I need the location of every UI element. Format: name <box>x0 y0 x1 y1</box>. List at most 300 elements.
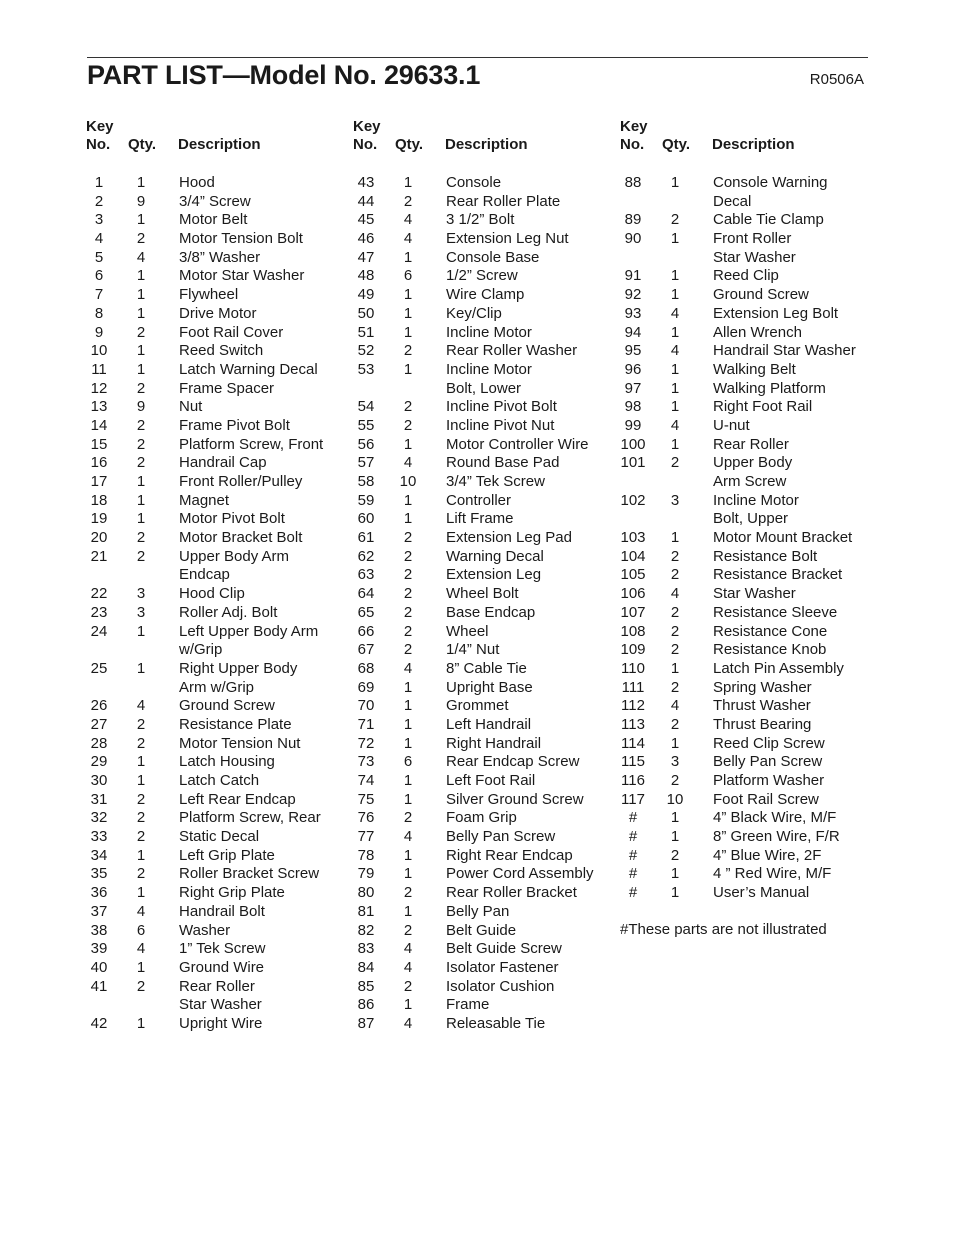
part-key-no: 94 <box>624 323 642 341</box>
part-key-no: 73 <box>357 753 375 771</box>
part-description: Bolt, Upper <box>713 510 789 528</box>
part-description: Warning Decal <box>446 547 544 565</box>
part-description: Static Decal <box>179 828 260 846</box>
part-qty: 2 <box>136 715 146 733</box>
part-description: Wheel Bolt <box>446 585 519 603</box>
part-description: Latch Pin Assembly <box>713 659 844 677</box>
part-description: 3 1/2” Bolt <box>446 211 515 229</box>
part-key-no: 7 <box>94 286 104 304</box>
part-description: Decal <box>713 192 752 210</box>
qty-header: Qty. <box>662 136 691 153</box>
part-qty: 2 <box>403 884 413 902</box>
part-key-no: 86 <box>357 996 375 1014</box>
part-description: Grommet <box>446 697 509 715</box>
part-key-no: # <box>628 809 638 827</box>
document-code: R0506A <box>809 71 864 88</box>
part-key-no: 93 <box>624 304 642 322</box>
part-description: 8” Cable Tie <box>446 659 527 677</box>
part-description: Endcap <box>179 566 230 584</box>
part-key-no: 30 <box>90 772 108 789</box>
part-key-no: 78 <box>357 846 375 864</box>
part-qty: 1 <box>136 360 146 378</box>
part-key-no: 20 <box>90 529 108 547</box>
part-qty: 1 <box>670 398 680 416</box>
part-qty: 1 <box>403 790 413 808</box>
part-description: Incline Motor <box>446 360 532 378</box>
part-description: Upright Wire <box>179 1014 263 1032</box>
part-description: Console <box>446 174 502 191</box>
part-row <box>620 828 840 847</box>
part-description: Belly Pan Screw <box>713 753 823 771</box>
part-row <box>620 193 827 212</box>
part-description: Console Warning <box>713 174 828 191</box>
part-key-no: 89 <box>624 211 642 229</box>
part-key-no: 52 <box>357 342 375 360</box>
part-description: Platform Washer <box>713 772 825 789</box>
part-description: Extension Leg Nut <box>446 230 569 248</box>
parts-rows <box>620 174 856 903</box>
part-row <box>620 286 827 305</box>
part-description: Resistance Knob <box>713 641 827 659</box>
part-key-no: 44 <box>357 192 375 210</box>
part-qty: 1 <box>670 267 680 285</box>
part-description: Star Washer <box>713 585 796 603</box>
part-qty: 1 <box>670 174 680 191</box>
part-description: Motor Pivot Bolt <box>179 510 285 528</box>
part-key-no: 102 <box>620 491 646 509</box>
part-row <box>620 641 827 660</box>
part-qty: 4 <box>136 248 146 266</box>
part-qty: 1 <box>670 230 680 248</box>
part-row <box>620 380 827 399</box>
part-qty: 1 <box>670 435 680 453</box>
part-qty: 4 <box>403 940 413 958</box>
part-description: 3/4” Tek Screw <box>446 473 545 490</box>
part-qty: 2 <box>136 323 146 341</box>
part-key-no: # <box>628 828 638 846</box>
part-row <box>620 211 827 230</box>
part-qty: 2 <box>403 566 413 584</box>
part-description: Reed Switch <box>179 342 264 360</box>
part-description: Resistance Sleeve <box>713 603 838 621</box>
part-description: Motor Controller Wire <box>446 435 589 453</box>
part-description: Handrail Bolt <box>179 902 265 920</box>
part-description: Left Grip Plate <box>179 846 275 864</box>
part-description: Foam Grip <box>446 809 517 827</box>
part-key-no: 53 <box>357 360 375 378</box>
part-qty: 1 <box>403 697 413 715</box>
part-description: Resistance Cone <box>713 622 828 640</box>
part-key-no: 9 <box>94 323 104 341</box>
part-qty: 2 <box>136 828 146 846</box>
part-qty: 2 <box>403 192 413 210</box>
part-qty: 4 <box>403 958 413 976</box>
part-key-no: 116 <box>621 772 645 789</box>
part-qty: 4 <box>403 454 413 472</box>
part-key-no: 61 <box>357 529 375 547</box>
part-qty: 2 <box>136 454 146 472</box>
part-description: Frame <box>446 996 490 1014</box>
part-description: Belt Guide Screw <box>446 940 562 958</box>
part-row <box>620 174 827 193</box>
part-qty: 4 <box>670 585 680 603</box>
part-qty: 6 <box>136 921 146 939</box>
part-description: Frame Spacer <box>179 379 275 397</box>
part-key-no: 42 <box>90 1014 108 1032</box>
part-row <box>620 492 827 511</box>
part-row <box>620 585 827 604</box>
part-key-no: 87 <box>357 1014 375 1032</box>
key-no-header: Key No. <box>620 118 648 153</box>
part-key-no: 22 <box>90 585 108 603</box>
part-key-no: 70 <box>357 697 375 715</box>
part-row <box>620 603 838 623</box>
part-row <box>620 361 827 380</box>
part-row <box>620 753 827 772</box>
part-description: Roller Bracket Screw <box>179 865 320 883</box>
part-description: U-nut <box>713 416 750 434</box>
part-qty: 4 <box>670 697 680 715</box>
part-key-no: 101 <box>620 454 646 472</box>
part-key-no: 16 <box>90 454 108 472</box>
part-qty: 1 <box>403 734 413 752</box>
part-key-no: 76 <box>357 809 375 827</box>
part-qty: 1 <box>136 772 146 789</box>
part-key-no: 6 <box>94 267 104 285</box>
part-key-no: 18 <box>90 491 108 509</box>
footnote: #These parts are not illustrated <box>620 920 827 938</box>
part-qty: 1 <box>136 211 146 229</box>
part-qty: 4 <box>136 697 146 715</box>
part-row <box>620 659 844 679</box>
part-description: Resistance Bolt <box>713 547 818 565</box>
part-key-no: 47 <box>357 248 375 266</box>
part-description: Right Foot Rail <box>713 398 813 416</box>
part-qty: 1 <box>403 286 413 304</box>
part-qty: 1 <box>403 323 413 341</box>
part-qty: 2 <box>403 603 413 621</box>
top-rule <box>87 57 868 58</box>
part-key-no: # <box>628 846 638 864</box>
part-qty: 2 <box>136 379 146 397</box>
part-qty: 1 <box>136 491 146 509</box>
part-description: Belly Pan <box>446 902 510 920</box>
part-description: 4” Black Wire, M/F <box>713 809 837 827</box>
part-description: Resistance Plate <box>179 715 292 733</box>
part-qty: 3 <box>136 585 146 603</box>
part-key-no: 112 <box>621 697 645 715</box>
part-qty: 1 <box>670 828 680 846</box>
part-description: Star Washer <box>179 996 262 1014</box>
part-key-no: 56 <box>357 435 375 453</box>
part-key-no: 10 <box>90 342 108 360</box>
part-key-no: 104 <box>620 547 646 565</box>
part-qty: 1 <box>670 865 680 883</box>
part-key-no: 84 <box>357 958 375 976</box>
part-description: Ground Wire <box>179 958 265 976</box>
part-row <box>620 772 827 791</box>
part-qty: 10 <box>666 790 684 808</box>
part-description: Power Cord Assembly <box>446 865 594 883</box>
part-key-no: 17 <box>90 473 108 490</box>
part-description: Reed Clip <box>713 267 779 285</box>
part-key-no: 46 <box>357 230 375 248</box>
part-description: Front Roller/Pulley <box>179 473 303 490</box>
part-qty: 2 <box>403 641 413 659</box>
part-qty: 1 <box>403 248 413 266</box>
part-description: Wheel <box>446 622 489 640</box>
part-description: Lift Frame <box>446 510 514 528</box>
qty-header: Qty. <box>128 136 157 153</box>
part-qty: 1 <box>403 772 413 789</box>
part-description: 8” Green Wire, F/R <box>713 828 840 846</box>
part-description: Platform Screw, Rear <box>179 809 321 827</box>
part-qty: 2 <box>403 809 413 827</box>
part-description: Thrust Bearing <box>713 715 812 733</box>
part-qty: 2 <box>670 566 680 584</box>
part-qty: 4 <box>403 211 413 229</box>
part-qty: 2 <box>136 529 146 547</box>
part-qty: 2 <box>136 230 146 248</box>
part-qty: 2 <box>670 846 680 864</box>
part-qty: 2 <box>403 416 413 434</box>
part-key-no: 37 <box>90 902 108 920</box>
part-description: Hood Clip <box>179 585 245 603</box>
part-qty: 1 <box>136 286 146 304</box>
part-key-no: 81 <box>357 902 375 920</box>
part-description: Star Washer <box>713 248 796 266</box>
part-description: Frame Pivot Bolt <box>179 416 290 434</box>
part-key-no: 95 <box>624 342 642 360</box>
part-description: Roller Adj. Bolt <box>179 603 278 621</box>
part-key-no: 115 <box>621 753 645 771</box>
part-key-no: 41 <box>90 977 108 995</box>
part-key-no: 88 <box>624 174 642 191</box>
part-description: Front Roller <box>713 230 792 248</box>
part-description: Magnet <box>179 491 230 509</box>
part-key-no: 77 <box>357 828 375 846</box>
part-qty: 1 <box>136 846 146 864</box>
part-key-no: 91 <box>624 267 642 285</box>
part-row <box>620 436 827 455</box>
part-row <box>620 454 827 473</box>
part-key-no: 82 <box>357 921 375 939</box>
part-qty: 1 <box>136 958 146 976</box>
part-description: Motor Tension Nut <box>179 734 301 752</box>
part-description: Incline Motor <box>446 323 532 341</box>
part-row <box>620 791 827 810</box>
part-key-no: 98 <box>624 398 642 416</box>
key-no-header: Key No. <box>86 118 114 153</box>
part-key-no: 108 <box>620 622 646 640</box>
part-row <box>620 510 827 529</box>
part-description: Rear Roller Plate <box>446 192 561 210</box>
part-key-no: 1 <box>94 174 104 191</box>
part-row <box>620 398 827 417</box>
part-row <box>620 735 827 754</box>
part-row <box>620 566 843 585</box>
part-row <box>620 342 856 361</box>
part-description: 1/4” Nut <box>446 641 500 659</box>
part-key-no: 14 <box>90 416 108 434</box>
part-description: 1” Tek Screw <box>179 940 266 958</box>
part-description: 4 ” Red Wire, M/F <box>713 865 832 883</box>
part-qty: 3 <box>136 603 146 621</box>
part-qty: 1 <box>136 659 146 677</box>
part-description: Upright Base <box>446 678 533 696</box>
part-qty: 1 <box>670 809 680 827</box>
part-key-no: 107 <box>620 603 646 621</box>
part-description: Incline Motor <box>713 491 799 509</box>
part-description: Walking Platform <box>713 379 826 397</box>
part-key-no: 58 <box>357 473 375 490</box>
part-qty: 2 <box>670 641 680 659</box>
part-key-no: 68 <box>357 659 375 677</box>
part-qty: 9 <box>136 398 146 416</box>
part-qty: 2 <box>670 211 680 229</box>
part-qty: 2 <box>136 977 146 995</box>
part-qty: 2 <box>403 921 413 939</box>
part-qty: 1 <box>136 884 146 902</box>
part-description: Incline Pivot Nut <box>446 416 555 434</box>
part-description: Left Upper Body Arm <box>179 622 319 640</box>
part-description: Washer <box>179 921 231 939</box>
part-row <box>620 847 827 866</box>
part-description: Rear Endcap Screw <box>446 753 580 771</box>
part-qty: 2 <box>136 547 146 565</box>
part-key-no: 28 <box>90 734 108 752</box>
part-qty: 2 <box>136 790 146 808</box>
part-key-no: 39 <box>90 940 108 958</box>
part-key-no: 117 <box>621 790 645 808</box>
part-key-no: 97 <box>624 379 642 397</box>
part-qty: 2 <box>670 454 680 472</box>
part-description: Bolt, Lower <box>446 379 522 397</box>
part-row <box>620 324 827 343</box>
part-key-no: 4 <box>94 230 104 248</box>
part-qty: 1 <box>403 678 413 696</box>
part-qty: 1 <box>403 996 413 1014</box>
part-description: Upper Body Arm <box>179 547 290 565</box>
part-description: Resistance Bracket <box>713 566 843 584</box>
part-description: Right Grip Plate <box>179 884 285 902</box>
part-description: Wire Clamp <box>446 286 525 304</box>
part-qty: 4 <box>403 230 413 248</box>
part-description: Latch Warning Decal <box>179 360 318 378</box>
part-key-no: 5 <box>94 248 104 266</box>
part-key-no: 63 <box>357 566 375 584</box>
part-description: Allen Wrench <box>713 323 802 341</box>
part-key-no: 80 <box>357 884 375 902</box>
part-key-no: 57 <box>357 454 375 472</box>
part-description: Key/Clip <box>446 304 502 322</box>
part-qty: 2 <box>403 342 413 360</box>
part-description: Handrail Cap <box>179 454 267 472</box>
part-description: Ground Screw <box>179 697 275 715</box>
part-row <box>620 473 827 492</box>
part-qty: 1 <box>136 473 146 490</box>
part-key-no: 26 <box>90 697 108 715</box>
part-qty: 1 <box>136 1014 146 1032</box>
part-key-no: 38 <box>90 921 108 939</box>
part-row <box>620 884 827 903</box>
part-row <box>620 230 827 249</box>
part-qty: 1 <box>403 715 413 733</box>
part-key-no: 64 <box>357 585 375 603</box>
part-key-no: 105 <box>620 566 646 584</box>
part-qty: 2 <box>403 529 413 547</box>
part-qty: 1 <box>670 884 680 902</box>
part-description: Platform Screw, Front <box>179 435 324 453</box>
part-row <box>620 697 827 716</box>
part-key-no: 69 <box>357 678 375 696</box>
part-key-no: 2 <box>94 192 104 210</box>
part-description: 1/2” Screw <box>446 267 518 285</box>
part-key-no: 67 <box>357 641 375 659</box>
key-no-header: Key No. <box>353 118 381 153</box>
part-key-no: 35 <box>90 865 108 883</box>
part-row <box>620 679 827 698</box>
part-key-no: 13 <box>90 398 108 416</box>
part-key-no: 49 <box>357 286 375 304</box>
description-header: Description <box>712 136 795 153</box>
part-key-no: 12 <box>90 379 108 397</box>
part-description: Isolator Fastener <box>446 958 559 976</box>
part-description: Foot Rail Cover <box>179 323 284 341</box>
part-qty: 2 <box>670 772 680 789</box>
part-qty: 1 <box>136 267 146 285</box>
part-row <box>620 716 827 735</box>
part-qty: 1 <box>403 435 413 453</box>
part-description: Spring Washer <box>713 678 812 696</box>
part-qty: 1 <box>403 865 413 883</box>
description-header: Description <box>445 136 528 153</box>
description-header: Description <box>178 136 261 153</box>
part-key-no: 90 <box>624 230 642 248</box>
part-description: Right Handrail <box>446 734 542 752</box>
qty-header: Qty. <box>395 136 424 153</box>
part-key-no: 45 <box>357 211 375 229</box>
part-description: Right Rear Endcap <box>446 846 573 864</box>
part-description: Silver Ground Screw <box>446 790 584 808</box>
part-qty: 2 <box>670 547 680 565</box>
part-key-no: 36 <box>90 884 108 902</box>
part-qty: 1 <box>403 174 413 191</box>
part-key-no: 113 <box>621 715 645 733</box>
part-key-no: 27 <box>90 715 108 733</box>
part-qty: 1 <box>403 902 413 920</box>
part-description: Motor Star Washer <box>179 267 305 285</box>
part-description: Round Base Pad <box>446 454 560 472</box>
part-key-no: 71 <box>357 715 375 733</box>
part-qty: 1 <box>670 529 680 547</box>
part-qty: 6 <box>403 753 413 771</box>
part-description: w/Grip <box>179 641 223 659</box>
part-description: Ground Screw <box>713 286 809 304</box>
part-description: 3/4” Screw <box>179 192 251 210</box>
part-description: Arm w/Grip <box>179 678 254 696</box>
part-description: Motor Tension Bolt <box>179 230 303 248</box>
part-key-no: 29 <box>90 753 108 771</box>
part-key-no: 34 <box>90 846 108 864</box>
part-key-no: 33 <box>90 828 108 846</box>
part-description: Latch Housing <box>179 753 275 771</box>
part-description: Flywheel <box>179 286 239 304</box>
part-qty: 2 <box>403 585 413 603</box>
part-description: Rear Roller <box>179 977 255 995</box>
part-qty: 1 <box>136 342 146 360</box>
part-qty: 1 <box>136 753 146 771</box>
